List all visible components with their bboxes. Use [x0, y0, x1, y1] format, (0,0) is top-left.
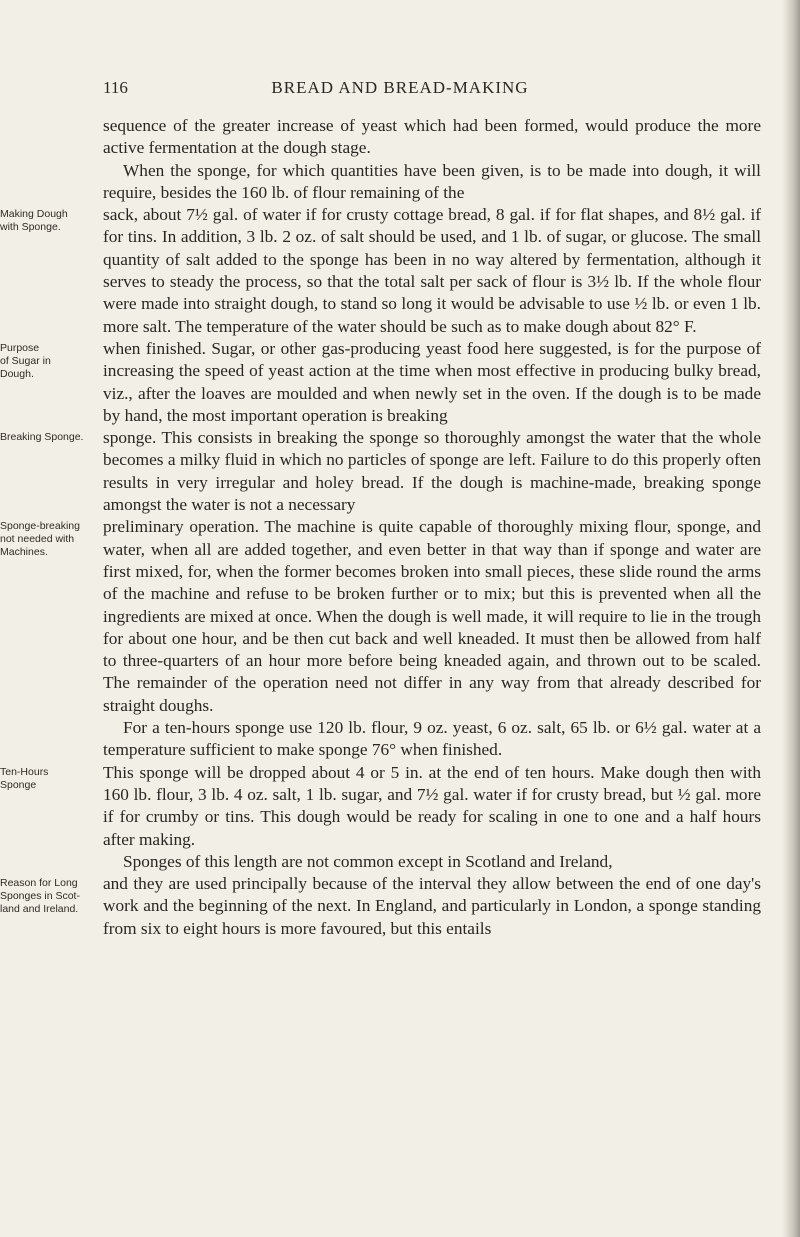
paragraph-breaking-sponge: sponge. This consists in breaking the sponge so thoroughly amongst the water that the whole becomes a milky fluid in which no particles of sponge are left. Failure to do this properly often results in very irregular and holey bread. If the dough is machine-made, breaking sponge amongst the water is not a necessary — [103, 428, 761, 515]
body-text — [0, 115, 761, 940]
paragraph-long-sponges: and they are used principally because of the interval they allow between the end of one day's work and the beginning of the next. In England, and particularly in London, a sponge standing from six to eight hours is more favoured, but this entails — [103, 874, 761, 938]
paragraph-sequence: sequence of the greater increase of yeast which had been formed, would produce the more active fermentation at the dough stage. — [103, 116, 761, 158]
paragraph-ten-hours-intro: For a ten-hours sponge use 120 lb. flour, 9 oz. yeast, 6 oz. salt, 65 lb. or 6½ gal. water at a temperature sufficient to make sponge 76° when finished. — [103, 718, 761, 760]
sidenote-making-dough: Making Dough with Sponge. — [0, 208, 68, 234]
page-edge-shadow — [782, 0, 800, 1237]
sidenote-breaking-sponge: Breaking Sponge. — [0, 431, 84, 444]
sidenote-reason-long: Reason for Long Sponges in Scot- land and Ireland. — [0, 877, 80, 916]
paragraph-sponge-machines: preliminary operation. The machine is quite capable of thoroughly mixing flour, sponge, and water, when all are added together, and even better in that way than if sponge and water are first mixed, for, when the former becomes broken into small pieces, these slide round the arms of the machine and refuse to be broken further or to mix; but this is prevented when all the ingredients are mixed at once. When the dough is well made, it will require to lie in the trough for about one hour, and be then cut back and well kneaded. It must then be allowed from half to three-quarters of an hour more before being kneaded again, and thrown out to be scaled. The remainder of the operation need not differ in any way from that already described for straight doughs. — [103, 517, 761, 715]
sidenote-ten-hours: Ten-Hours Sponge — [0, 765, 49, 791]
paragraph-ten-hours: This sponge will be dropped about 4 or 5 in. at the end of ten hours. Make dough then with 160 lb. flour, 3 lb. 4 oz. salt, 1 lb. sugar, and 7½ gal. water if for crusty bread, but ½ gal. more if for crumby or tins. This dough would be ready for scaling in one to one and a half hours after making. — [103, 762, 761, 849]
paragraph-making-dough-intro: When the sponge, for which quantities have been given, is to be made into dough, it will require, besides the 160 lb. of flour remaining of the — [103, 160, 761, 202]
page-header — [0, 78, 800, 102]
paragraph-long-sponges-intro: Sponges of this length are not common except in Scotland and Ireland, — [123, 851, 613, 871]
paragraph-making-dough: sack, about 7½ gal. of water if for crusty cottage bread, 8 gal. if for flat shapes, and 8½ gal. if for tins. In addition, 3 lb. 2 oz. of salt should be used, and 1 lb. of sugar, or glucose. The small quantity of salt added to the sponge has been in no way altered by fermentation, although it serves to steady the process, so that the total salt per sack of flour is 3½ lb. If the whole flour were made into straight dough, to stand so long it would be advisable to use ½ lb. or even 1 lb. more salt. The temperature of the water should be such as to make dough about 82° F. — [103, 205, 761, 336]
sidenote-sponge-machines: Sponge-breaking not needed with Machines. — [0, 520, 80, 559]
sidenote-purpose-sugar: Purpose of Sugar in Dough. — [0, 341, 51, 380]
running-head: BREAD AND BREAD-MAKING — [271, 78, 529, 97]
paragraph-purpose-sugar: when finished. Sugar, or other gas-producing yeast food here suggested, is for the purpose of increasing the speed of yeast action at the time when most effective in producing bulky bread, viz., after the loaves are moulded and when newly set in the oven. If the dough is to be made by hand, the most important operation is breaking — [103, 338, 761, 425]
page-number: 116 — [103, 78, 128, 97]
